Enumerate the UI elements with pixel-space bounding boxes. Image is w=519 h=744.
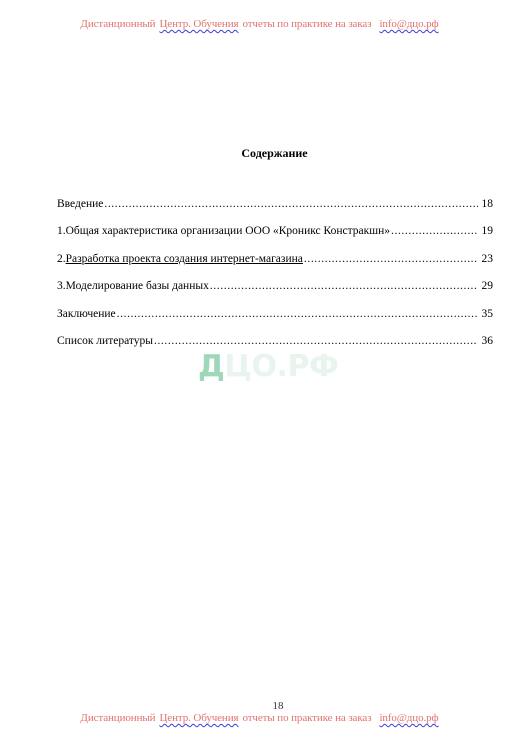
toc-entry-label: Моделирование базы данных <box>65 280 209 293</box>
footer-banner-text-3: . Обучения <box>188 712 239 724</box>
toc-entry-page: 29 <box>481 280 493 293</box>
toc-entry-label: Общая характеристика организации ООО «Кроникс Констракшн» <box>65 225 390 238</box>
toc-title: Содержание <box>241 146 308 160</box>
toc-entry-number: 2. <box>57 252 66 265</box>
footer-banner <box>0 712 519 724</box>
header-banner-text-3: . Обучения <box>188 18 239 30</box>
watermark-text: ЦО.РФ <box>224 349 339 384</box>
toc-entry-page: 23 <box>481 252 493 265</box>
table-of-contents <box>57 198 493 362</box>
toc-entry-number: 3. <box>57 280 66 293</box>
header-banner <box>0 18 519 30</box>
header-banner-email-link[interactable]: info@дцо.рф <box>379 18 439 30</box>
toc-entry-organization-overview[interactable] <box>57 225 493 252</box>
header-banner-text-2: Центр <box>159 18 189 30</box>
toc-entry-label: Введение <box>57 198 104 210</box>
toc-entry-conclusion[interactable] <box>57 308 493 335</box>
toc-entry-project-development[interactable] <box>57 253 493 280</box>
toc-leader-dots <box>304 253 478 265</box>
toc-entry-label: Разработка проекта создания интернет-магазина <box>65 252 303 265</box>
footer-banner-email-link[interactable]: info@дцо.рф <box>379 712 439 724</box>
toc-entry-page: 35 <box>481 307 493 320</box>
footer-banner-text-2: Центр <box>159 712 189 724</box>
toc-entry-introduction[interactable] <box>57 198 493 225</box>
watermark-logo <box>198 349 338 384</box>
toc-entry-page: 36 <box>481 334 493 347</box>
page-number: 18 <box>272 700 284 712</box>
toc-entry-number: 1. <box>57 225 66 238</box>
toc-leader-dots <box>104 198 478 210</box>
footer-banner-text-4: отчеты по практике на заказ <box>242 712 372 724</box>
toc-leader-dots <box>210 280 478 292</box>
toc-entry-label: Заключение <box>57 307 116 320</box>
toc-leader-dots <box>391 225 478 237</box>
toc-entry-database-modeling[interactable] <box>57 280 493 307</box>
toc-entry-label: Список литературы <box>57 334 153 347</box>
toc-leader-dots <box>154 335 478 347</box>
header-banner-text-1: Дистанционный <box>80 18 156 30</box>
toc-leader-dots <box>117 308 478 320</box>
watermark-letter: Д <box>198 349 225 384</box>
footer-banner-text-1: Дистанционный <box>80 712 156 724</box>
header-banner-text-4: отчеты по практике на заказ <box>242 18 372 30</box>
toc-entry-page: 19 <box>481 225 493 238</box>
toc-entry-page: 18 <box>481 198 493 210</box>
